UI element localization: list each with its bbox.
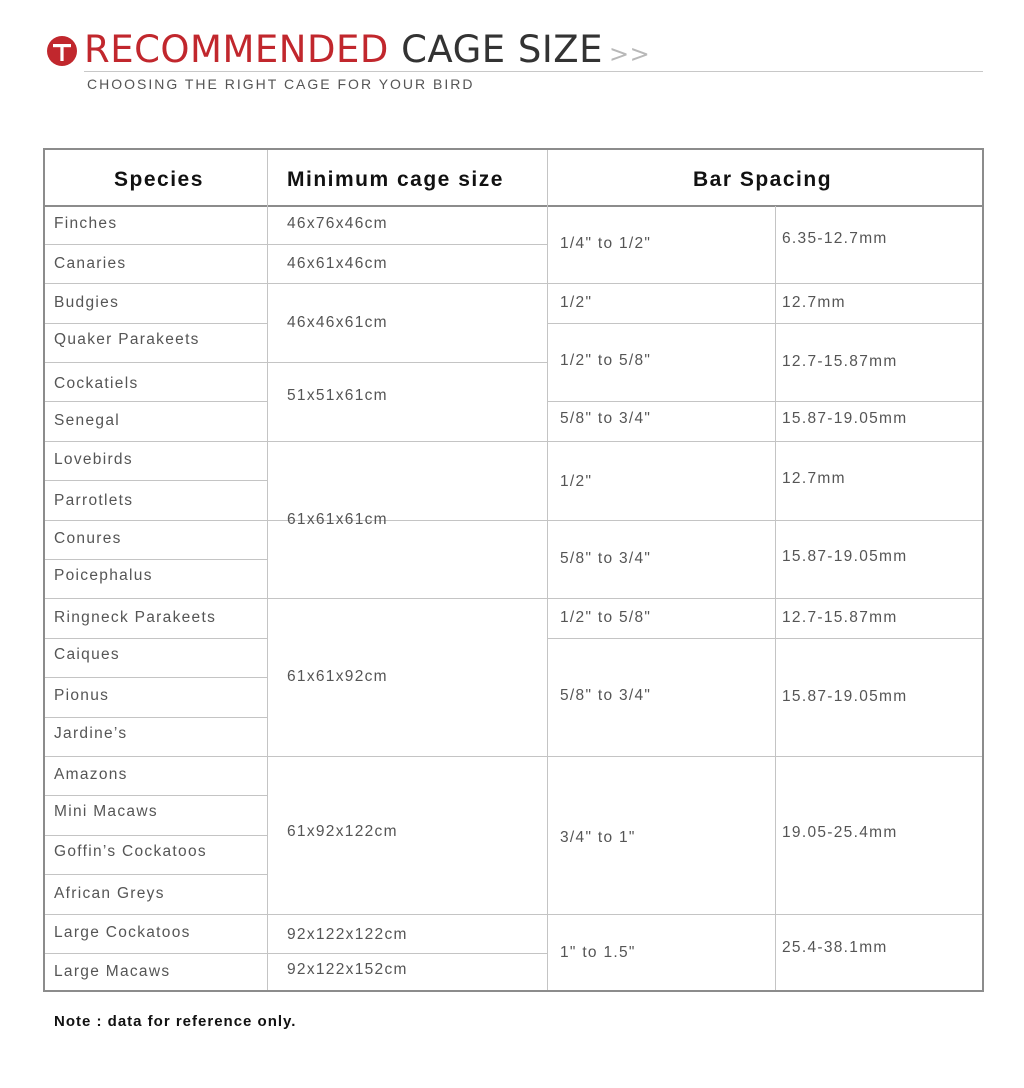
column-header-bar-spacing: Bar Spacing (693, 168, 833, 191)
bar-spacing-mm-cell: 6.35-12.7mm (782, 230, 888, 247)
species-cell: Goffin’s Cockatoos (54, 843, 207, 860)
bar-spacing-mm-cell: 15.87-19.05mm (782, 410, 908, 427)
page-subtitle: CHOOSING THE RIGHT CAGE FOR YOUR BIRD (87, 76, 475, 92)
row-divider (45, 874, 267, 875)
cage-size-cell: 61x61x61cm (287, 511, 388, 528)
row-divider (45, 401, 267, 402)
row-divider (547, 638, 982, 639)
bar-spacing-mm-cell: 25.4-38.1mm (782, 939, 888, 956)
row-divider (45, 835, 267, 836)
row-divider (45, 323, 267, 324)
species-cell: Ringneck Parakeets (54, 609, 217, 626)
species-cell: Large Macaws (54, 963, 171, 980)
species-cell: African Greys (54, 885, 165, 902)
bar-spacing-inches-cell: 1/2" to 5/8" (560, 609, 652, 626)
column-divider (267, 150, 268, 990)
bar-spacing-inches-cell: 5/8" to 3/4" (560, 687, 652, 704)
species-cell: Mini Macaws (54, 803, 158, 820)
bar-spacing-inches-cell: 5/8" to 3/4" (560, 550, 652, 567)
cage-size-cell: 46x46x61cm (287, 314, 388, 331)
bar-spacing-mm-cell: 12.7mm (782, 294, 846, 311)
bar-spacing-inches-cell: 5/8" to 3/4" (560, 410, 652, 427)
title-arrows: >> (609, 40, 651, 68)
page-title (84, 28, 650, 71)
bar-spacing-inches-cell: 1/2" (560, 294, 593, 311)
species-cell: Finches (54, 215, 118, 232)
row-divider (45, 756, 982, 757)
row-divider (547, 401, 982, 402)
row-divider (45, 953, 547, 954)
cage-size-cell: 61x92x122cm (287, 823, 398, 840)
species-cell: Lovebirds (54, 451, 133, 468)
title-divider (84, 71, 983, 72)
column-divider (547, 150, 548, 990)
cage-size-table (43, 148, 984, 992)
row-divider (45, 520, 982, 521)
row-divider (45, 283, 982, 284)
row-divider (45, 244, 267, 245)
row-divider (267, 244, 547, 245)
species-cell: Conures (54, 530, 122, 547)
species-cell: Cockatiels (54, 375, 139, 392)
row-divider (547, 323, 982, 324)
column-header-cage-size: Minimum cage size (287, 168, 504, 191)
row-divider (45, 559, 267, 560)
row-divider (45, 677, 267, 678)
row-divider (45, 480, 267, 481)
species-cell: Quaker Parakeets (54, 331, 200, 348)
species-cell: Budgies (54, 294, 120, 311)
row-divider (45, 362, 547, 363)
row-divider (45, 638, 267, 639)
species-cell: Parrotlets (54, 492, 134, 509)
column-divider (775, 206, 776, 990)
row-divider (45, 717, 267, 718)
bar-spacing-inches-cell: 1/2" (560, 473, 593, 490)
bar-spacing-mm-cell: 15.87-19.05mm (782, 548, 908, 565)
cage-size-cell: 61x61x92cm (287, 668, 388, 685)
reference-note: Note : data for reference only. (54, 1013, 297, 1030)
cage-size-cell: 46x61x46cm (287, 255, 388, 272)
title-recommended: RECOMMENDED (84, 28, 389, 71)
row-divider (45, 598, 982, 599)
column-header-species: Species (114, 168, 204, 191)
bar-spacing-mm-cell: 12.7mm (782, 470, 846, 487)
species-cell: Canaries (54, 255, 127, 272)
bar-spacing-mm-cell: 15.87-19.05mm (782, 688, 908, 705)
cage-size-cell: 46x76x46cm (287, 215, 388, 232)
bar-spacing-inches-cell: 1" to 1.5" (560, 944, 636, 961)
cage-size-cell: 51x51x61cm (287, 387, 388, 404)
bar-spacing-inches-cell: 1/4" to 1/2" (560, 235, 652, 252)
species-cell: Senegal (54, 412, 120, 429)
cage-size-cell: 92x122x122cm (287, 926, 408, 943)
species-cell: Amazons (54, 766, 128, 783)
bar-spacing-mm-cell: 19.05-25.4mm (782, 824, 898, 841)
species-cell: Caiques (54, 646, 120, 663)
species-cell: Large Cockatoos (54, 924, 191, 941)
brand-t-logo-icon (47, 36, 77, 66)
cage-size-cell: 92x122x152cm (287, 961, 408, 978)
bar-spacing-mm-cell: 12.7-15.87mm (782, 609, 898, 626)
species-cell: Pionus (54, 687, 110, 704)
species-cell: Poicephalus (54, 567, 153, 584)
row-divider (45, 914, 982, 915)
bar-spacing-inches-cell: 3/4" to 1" (560, 829, 636, 846)
species-cell: Jardine’s (54, 725, 128, 742)
bar-spacing-mm-cell: 12.7-15.87mm (782, 353, 898, 370)
row-divider (45, 795, 267, 796)
row-divider (45, 441, 982, 442)
title-cage-size: CAGE SIZE (401, 28, 604, 71)
bar-spacing-inches-cell: 1/2" to 5/8" (560, 352, 652, 369)
